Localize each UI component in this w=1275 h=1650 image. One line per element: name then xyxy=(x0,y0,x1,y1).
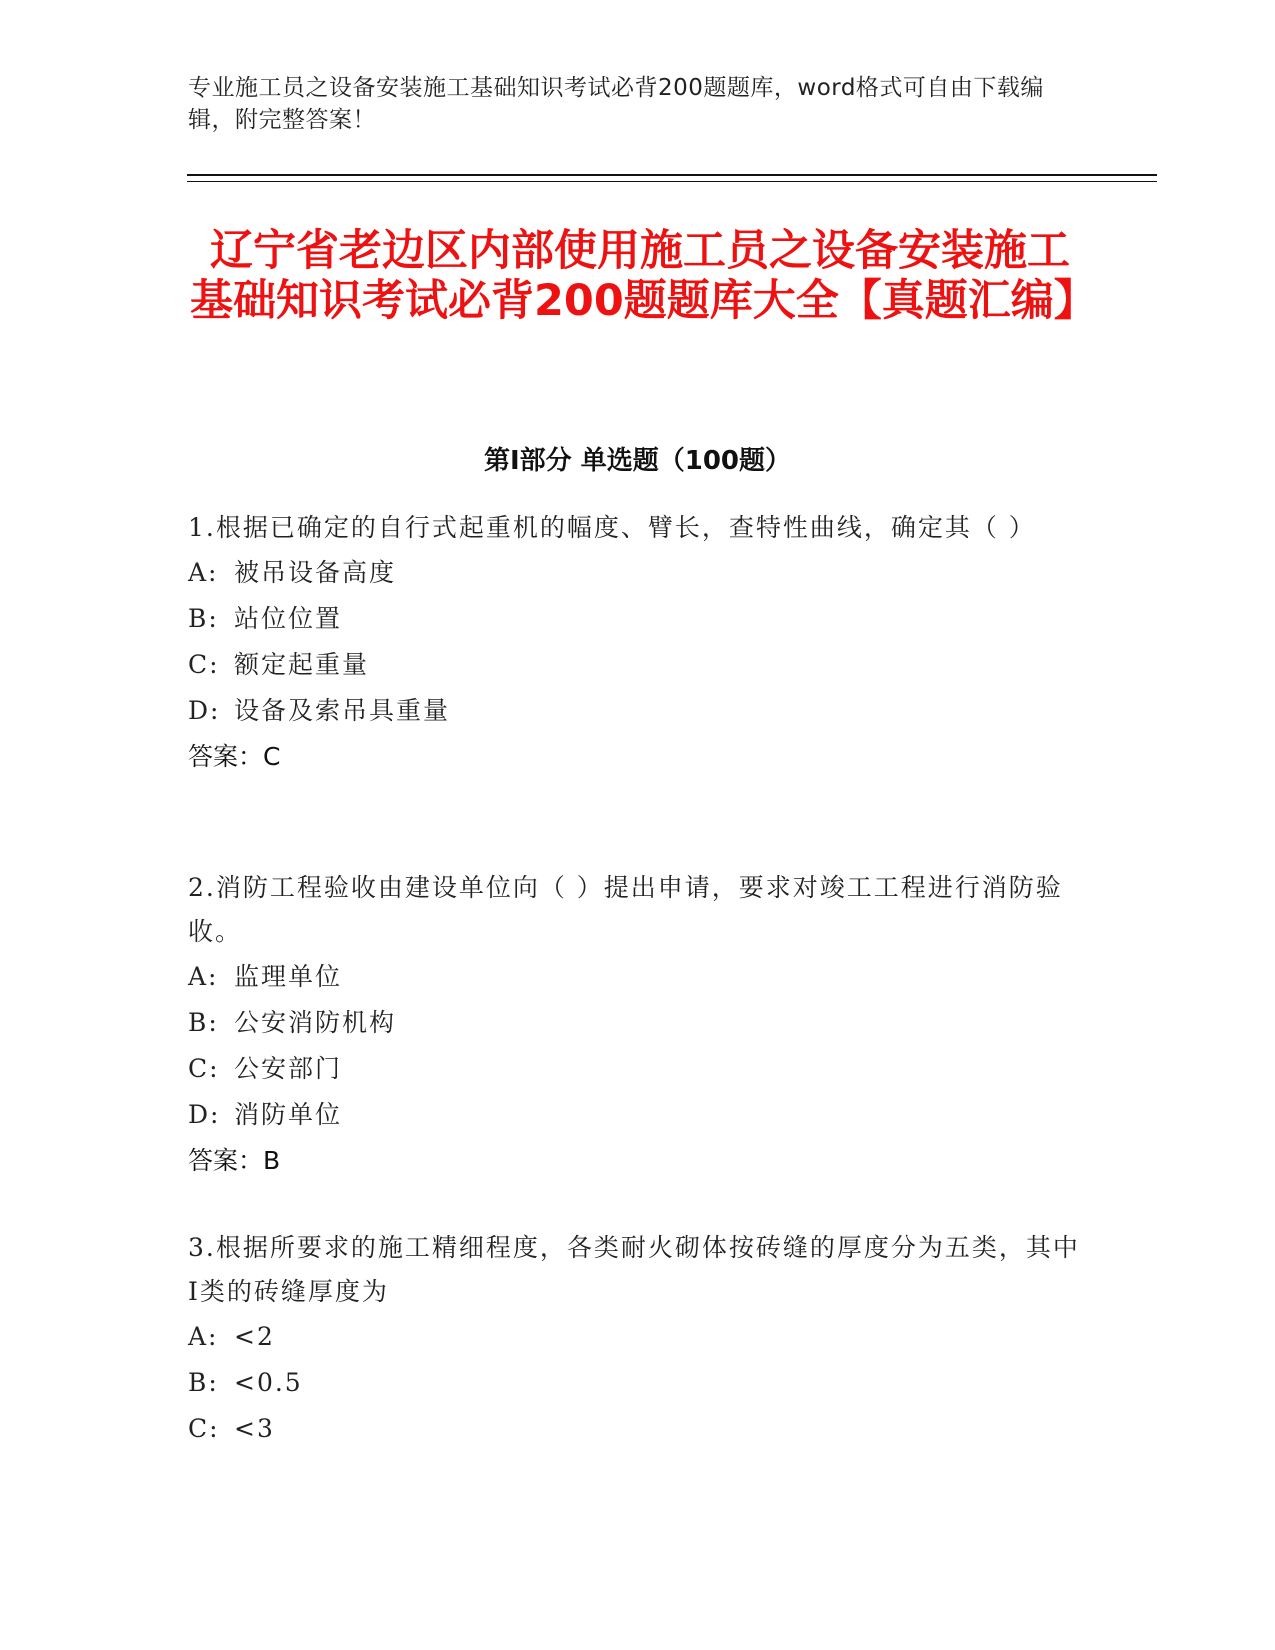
option-label: A: xyxy=(188,1322,219,1351)
option-label: B: xyxy=(188,1368,219,1397)
option-c xyxy=(188,642,1088,688)
section-heading: 第I部分 单选题（100题） xyxy=(484,446,791,476)
option-b xyxy=(188,1360,1088,1406)
option-a xyxy=(188,954,1088,1000)
option-label: C: xyxy=(188,650,220,679)
option-text: <3 xyxy=(234,1414,275,1443)
question-2 xyxy=(188,866,1088,1184)
option-text: 公安部门 xyxy=(234,1054,343,1083)
header-divider-thin xyxy=(187,181,1157,182)
option-text: 公安消防机构 xyxy=(234,1008,397,1037)
option-text: 消防单位 xyxy=(234,1100,343,1129)
option-d xyxy=(188,1092,1088,1138)
option-label: C: xyxy=(188,1414,220,1443)
option-text: <2 xyxy=(234,1322,275,1351)
option-text: 额定起重量 xyxy=(234,650,370,679)
option-label: B: xyxy=(188,604,219,633)
option-d xyxy=(188,688,1088,734)
option-text: 设备及索吊具重量 xyxy=(234,696,451,725)
option-b xyxy=(188,1000,1088,1046)
document-title: 辽宁省老边区内部使用施工员之设备安装施工基础知识考试必背200题题库大全【真题汇编】 xyxy=(190,226,1097,326)
option-text: 监理单位 xyxy=(234,962,343,991)
option-a xyxy=(188,1314,1088,1360)
option-label: D: xyxy=(188,696,221,725)
question-stem: 1.根据已确定的自行式起重机的幅度、臂长，查特性曲线，确定其（ ） xyxy=(188,513,1036,542)
option-label: B: xyxy=(188,1008,219,1037)
question-3 xyxy=(188,1226,1088,1452)
option-label: A: xyxy=(188,962,219,991)
question-stem: 3.根据所要求的施工精细程度，各类耐火砌体按砖缝的厚度分为五类，其中I类的砖缝厚度为 xyxy=(188,1233,1080,1306)
option-a xyxy=(188,550,1088,596)
answer: 答案：B xyxy=(188,1146,281,1175)
option-c xyxy=(188,1406,1088,1452)
option-text: <0.5 xyxy=(234,1368,303,1397)
option-text: 站位位置 xyxy=(234,604,343,633)
question-1 xyxy=(188,506,1088,780)
option-label: D: xyxy=(188,1100,221,1129)
answer: 答案：C xyxy=(188,742,281,771)
option-c xyxy=(188,1046,1088,1092)
option-text: 被吊设备高度 xyxy=(234,558,397,587)
header-divider-thick xyxy=(187,174,1157,176)
question-stem: 2.消防工程验收由建设单位向（ ）提出申请，要求对竣工工程进行消防验收。 xyxy=(188,873,1063,946)
option-label: A: xyxy=(188,558,219,587)
option-b xyxy=(188,596,1088,642)
header-note: 专业施工员之设备安装施工基础知识考试必背200题题库，word格式可自由下载编辑，附完整答案！ xyxy=(188,75,1044,133)
option-label: C: xyxy=(188,1054,220,1083)
